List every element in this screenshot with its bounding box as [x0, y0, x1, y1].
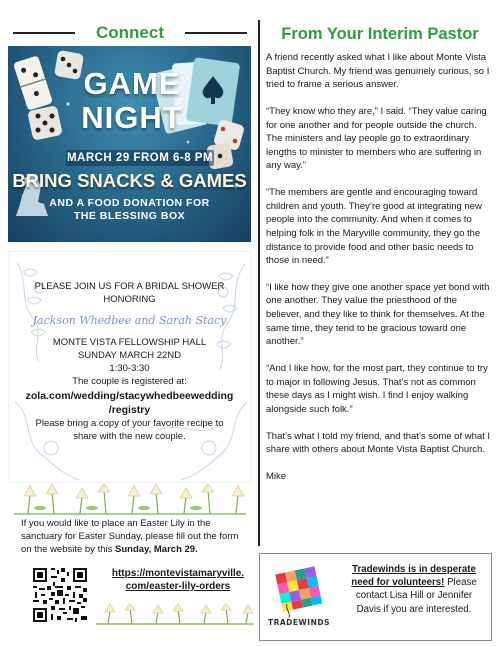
- food-donation-line1: AND A FOOD DONATION FOR: [49, 197, 210, 209]
- dice-icon-top: [54, 50, 84, 80]
- letter-paragraph-2: “They know who they are,” I said. “They value caring for one another and for people outside the church. The ministers and lay people go to extraordinary lengths to minister to members who are suffering in any way.”: [266, 105, 487, 172]
- lily-note-line2: sanctuary for Easter Sunday, please fill out the form: [21, 531, 239, 542]
- letter-signature: Mike: [266, 470, 287, 482]
- column-divider: [258, 20, 260, 546]
- header-rule-right: [185, 32, 247, 34]
- shower-invite-line2: HONORING: [103, 294, 156, 305]
- domino-icon: [13, 55, 53, 111]
- recipe-line2: share with the new couple.: [73, 431, 186, 442]
- registry-intro: The couple is registered at:: [72, 376, 187, 387]
- couple-names: Jackson Whedbee and Sarah Stacy: [32, 314, 227, 327]
- tradewinds-headline-2: need for volunteers!: [351, 577, 445, 589]
- game-title-line2: NIGHT: [81, 100, 183, 135]
- tradewinds-body-1: Please: [444, 577, 477, 589]
- food-donation-line2: THE BLESSING BOX: [73, 210, 186, 222]
- registry-url-line1[interactable]: zola.com/wedding/stacywhedbeewedding: [25, 390, 234, 402]
- easter-lily-note: [21, 517, 251, 556]
- registry-url-line2[interactable]: /registry: [108, 404, 151, 416]
- tradewinds-box: [259, 553, 492, 641]
- tradewinds-message: [340, 563, 488, 616]
- recipe-line1: Please bring a copy of your favorite recipe to: [35, 418, 224, 429]
- tradewinds-body-2: contact Lisa Hill or Jennifer: [355, 590, 473, 602]
- tradewinds-logo-text: TRADEWINDS: [267, 618, 331, 627]
- connect-title: Connect: [96, 23, 164, 42]
- letter-paragraph-1: A friend recently asked what I like about Monte Vista Baptist Church. My friend was genuinely curious, so I tried to frame a serious answer.: [266, 52, 490, 91]
- qr-code-icon[interactable]: [31, 566, 89, 624]
- shower-invite-line1: PLEASE JOIN US FOR A BRIDAL SHOWER: [34, 281, 225, 292]
- pastor-letter: [266, 51, 492, 497]
- tradewinds-headline-1: Tradewinds is in desperate: [352, 564, 476, 575]
- bridal-shower-invite: [8, 251, 251, 483]
- game-night-date: MARCH 29 FROM 6-8 PM: [66, 152, 214, 164]
- easter-lily-link[interactable]: [104, 567, 252, 593]
- letter-paragraph-5: “And I like how, for the most part, they continue to try to major in following Jesus. That’s not as common these days as I might wish. I find I enjoy walking alongside such folk.”: [266, 363, 488, 415]
- lily-flowers-bottom-icon: [96, 604, 254, 626]
- tradewinds-body-3: Davis if you are interested.: [356, 603, 472, 615]
- game-title-line1: GAME: [83, 66, 181, 101]
- game-night-banner: [8, 46, 251, 242]
- pastor-title: From Your Interim Pastor: [281, 25, 479, 43]
- dice-icon-left: [27, 105, 63, 141]
- shower-venue: MONTE VISTA FELLOWSHIP HALL: [52, 337, 207, 348]
- lily-deadline: Sunday, March 29.: [115, 544, 198, 555]
- letter-paragraph-6: That’s what I told my friend, and that’s some of what I share with others about Monte Vista Baptist Church.: [266, 430, 491, 456]
- lily-note-line1: If you would like to place an Easter Lily in the: [21, 518, 211, 529]
- lily-note-line3: on the website by this: [21, 544, 115, 555]
- shower-time: 1:30-3:30: [109, 363, 150, 374]
- letter-paragraph-3: “The members are gentle and encouraging toward children and youth. They’re good at integrating new people into the community. And when it comes to helping folk in the Maryville community, they go the distance to provide food and other basic needs to those in need.”: [266, 187, 482, 267]
- lily-link-line2[interactable]: com/easter-lily-orders: [125, 581, 231, 592]
- connect-header: [13, 22, 247, 44]
- lily-flowers-icon: [14, 484, 246, 516]
- lily-link-line1[interactable]: https://montevistamaryville.: [111, 568, 245, 579]
- shower-date: SUNDAY MARCH 22ND: [77, 350, 182, 361]
- letter-paragraph-4: “I like how they give one another space yet bond with one another. They value the priesthood of the believer, and they like to think for themselves. At the same time, they tend to be gracious toward one another.”: [266, 281, 490, 348]
- bring-snacks-text: BRING SNACKS & GAMES: [12, 170, 247, 191]
- tradewinds-logo-icon: [267, 564, 331, 632]
